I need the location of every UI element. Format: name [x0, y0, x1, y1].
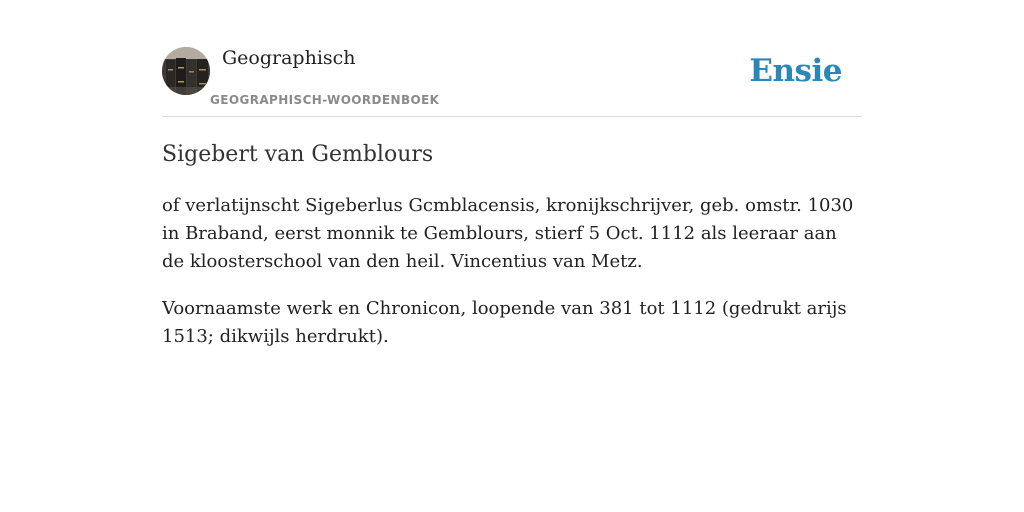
- entry-title: Sigebert van Gemblours: [162, 142, 434, 167]
- book-spines-icon: [162, 47, 210, 95]
- source-title[interactable]: Geographisch: [222, 47, 356, 69]
- source-avatar[interactable]: [162, 47, 210, 95]
- entry-content: [162, 140, 862, 351]
- source-subtitle[interactable]: GEOGRAPHISCH-WOORDENBOEK: [210, 93, 440, 107]
- entry-paragraph: Voornaamste werk en Chronicon, loopende van 381 tot 1112 (gedrukt arijs 1513; dikwijls herdrukt).: [162, 298, 847, 347]
- entry-paragraph: of verlatijnscht Sigeberlus Gcmblacensis, kronijkschrijver, geb. omstr. 1030 in Braband, eerst monnik te Gemblours, stierf 5 Oct. 1112 als leeraar aan de kloosterschool van den heil. Vincentius van Metz.: [162, 195, 854, 272]
- ensie-logo[interactable]: Ensie: [749, 53, 842, 89]
- source-header: [162, 46, 862, 117]
